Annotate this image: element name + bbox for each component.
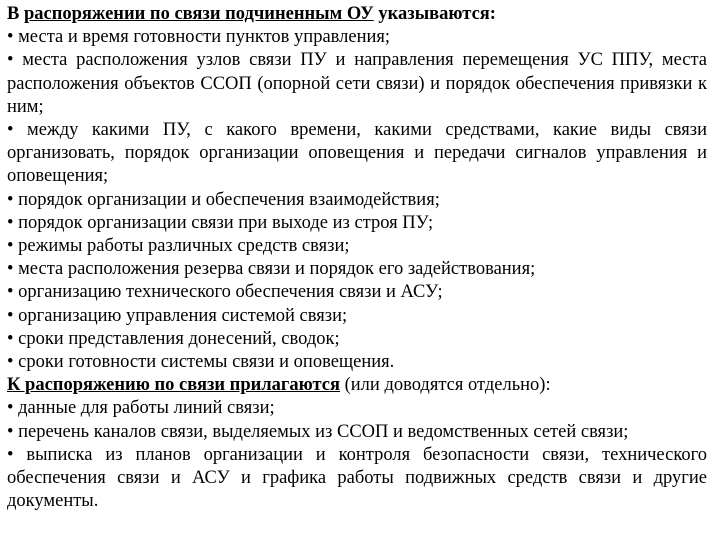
section-1-item: • режимы работы различных средств связи; [7, 236, 350, 257]
section-1-item: • места расположения узлов связи ПУ и направления перемещения УС ППУ, места расположения объектов ССОП (опорной сети связи) и порядок обеспечения привязки к ним; [7, 50, 707, 117]
section-1-item: • организацию технического обеспечения связи и АСУ; [7, 282, 443, 303]
section-1-item: • сроки представления донесений, сводок; [7, 328, 340, 349]
section-2-heading-underlined: К распоряжению по связи прилагаются [7, 375, 340, 396]
section-1-heading-prefix: В [7, 4, 24, 24]
section-1-item: • порядок организации связи при выходе из строя ПУ; [7, 212, 434, 233]
section-1-item: • организацию управления системой связи; [7, 305, 348, 326]
section-2-item: • данные для работы линий связи; [7, 398, 275, 419]
section-2-item: • выписка из планов организации и контроля безопасности связи, технического обеспечения связи и АСУ и графика работы подвижных средств связи и другие документы. [7, 444, 707, 512]
section-1-item: • места и время готовности пунктов управления; [7, 27, 391, 48]
section-2-item: • перечень каналов связи, выделяемых из ССОП и ведомственных сетей связи; [7, 421, 629, 442]
section-2-heading-suffix: (или доводятся отдельно): [340, 375, 551, 396]
section-1-item: • порядок организации и обеспечения взаимодействия; [7, 189, 440, 210]
section-1-item: • сроки готовности системы связи и оповещения. [7, 352, 395, 373]
section-2-heading [7, 374, 707, 397]
section-1-item: • между какими ПУ, с какого времени, какими средствами, какие виды связи организовать, порядок организации оповещения и передачи сигналов управления и оповещения; [7, 120, 707, 187]
section-1-heading-underlined: распоряжении по связи подчиненным ОУ [23, 4, 374, 24]
document-body [7, 3, 707, 513]
section-1-heading-suffix: указываются: [373, 4, 496, 24]
section-1-heading [7, 3, 707, 26]
section-1-item: • места расположения резерва связи и порядок его задействования; [7, 259, 536, 280]
